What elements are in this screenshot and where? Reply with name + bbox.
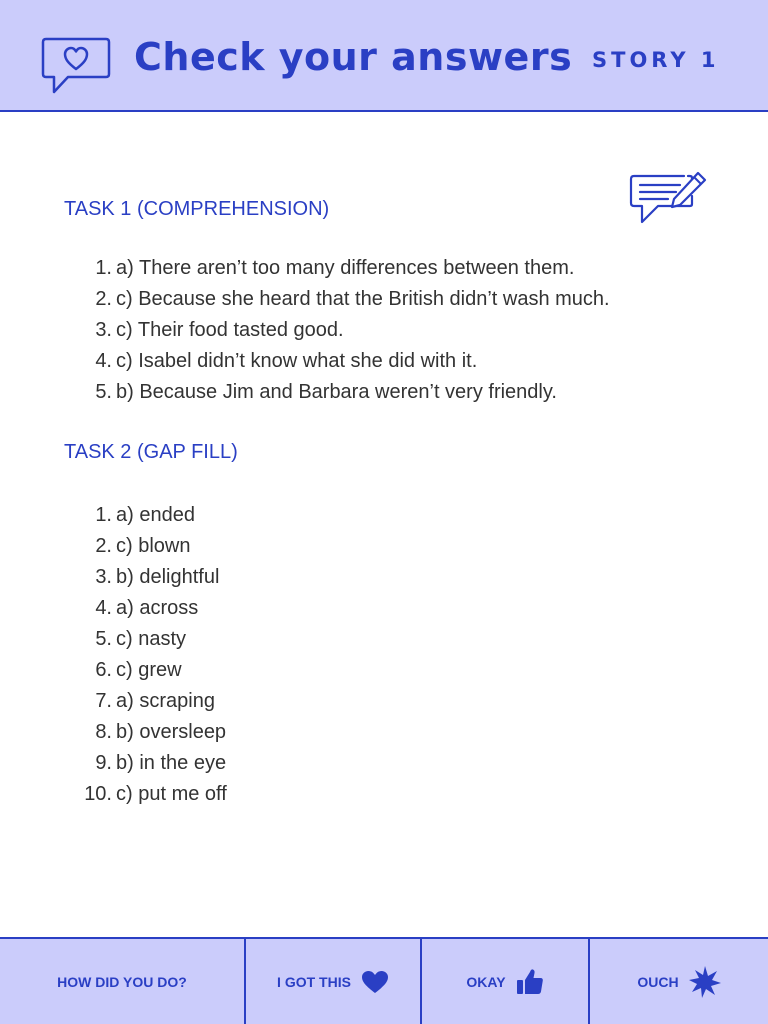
item-text: c) Because she heard that the British didn’t wash much.	[116, 288, 610, 310]
self-assessment-bar	[0, 937, 768, 1024]
item-number: 5.	[95, 628, 112, 650]
task2-heading: TASK 2 (GAP FILL)	[64, 441, 238, 463]
list-item	[80, 315, 610, 346]
item-number: 3.	[95, 319, 112, 341]
item-text: a) across	[116, 597, 199, 619]
task1-answer-list	[80, 253, 610, 408]
list-item	[80, 562, 227, 593]
item-number: 4.	[95, 597, 112, 619]
list-item	[80, 500, 227, 531]
item-text: b) Because Jim and Barbara weren’t very friendly.	[116, 381, 557, 403]
item-number: 6.	[95, 659, 112, 681]
list-item	[80, 531, 227, 562]
item-number: 1.	[95, 504, 112, 526]
list-item	[80, 717, 227, 748]
thumbs-up-icon	[516, 968, 544, 996]
task2-answer-list	[80, 500, 227, 810]
item-number: 4.	[95, 350, 112, 372]
list-item	[80, 346, 610, 377]
item-text: c) blown	[116, 535, 191, 557]
self-assessment-prompt	[0, 939, 244, 1024]
okay-option[interactable]	[422, 939, 588, 1024]
item-text: a) There aren’t too many differences between them.	[116, 257, 575, 279]
item-text: b) oversleep	[116, 721, 227, 743]
task1-heading: TASK 1 (COMPREHENSION)	[64, 198, 330, 220]
burst-icon	[689, 966, 721, 998]
list-item	[80, 655, 227, 686]
list-item	[80, 377, 610, 408]
option-label: OKAY	[466, 973, 506, 990]
item-text: c) put me off	[116, 783, 227, 805]
item-text: a) ended	[116, 504, 195, 526]
item-number: 9.	[95, 752, 112, 774]
item-number: 5.	[95, 381, 112, 403]
list-item	[80, 748, 227, 779]
item-number: 2.	[95, 535, 112, 557]
item-text: c) Their food tasted good.	[116, 319, 344, 341]
item-number: 3.	[95, 566, 112, 588]
heart-icon	[361, 970, 389, 994]
i-got-this-option[interactable]	[246, 939, 420, 1024]
option-label: OUCH	[637, 973, 679, 990]
item-number: 8.	[95, 721, 112, 743]
item-number: 1.	[95, 257, 112, 279]
item-number: 7.	[95, 690, 112, 712]
ouch-option[interactable]	[590, 939, 768, 1024]
list-item	[80, 284, 610, 315]
option-label: I GOT THIS	[277, 973, 351, 990]
story-label: STORY 1	[592, 48, 720, 72]
item-text: c) nasty	[116, 628, 187, 650]
list-item	[80, 779, 227, 810]
list-item	[80, 624, 227, 655]
pencil-note-icon	[628, 170, 708, 231]
item-number: 10.	[84, 783, 112, 805]
item-text: c) grew	[116, 659, 182, 681]
item-text: b) in the eye	[116, 752, 227, 774]
item-text: b) delightful	[116, 566, 220, 588]
header-bar	[0, 0, 768, 112]
list-item	[80, 593, 227, 624]
item-number: 2.	[95, 288, 112, 310]
page-title: Check your answers	[134, 35, 573, 79]
prompt-label: HOW DID YOU DO?	[57, 973, 187, 990]
item-text: a) scraping	[116, 690, 215, 712]
item-text: c) Isabel didn’t know what she did with it.	[116, 350, 478, 372]
list-item	[80, 686, 227, 717]
heart-chat-icon	[40, 36, 112, 101]
list-item	[80, 253, 610, 284]
